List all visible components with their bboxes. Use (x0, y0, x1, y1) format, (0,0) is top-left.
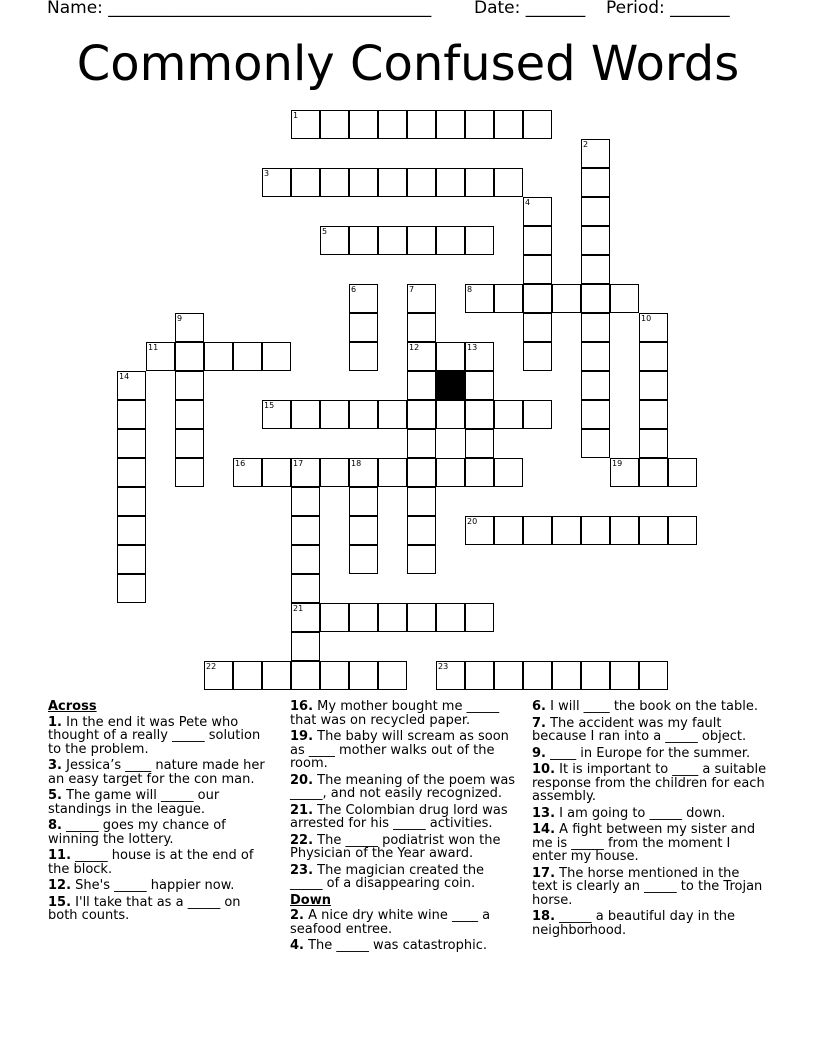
clue-item-number: 15. (48, 894, 72, 910)
crossword-cell[interactable] (320, 168, 349, 197)
crossword-cell[interactable] (436, 226, 465, 255)
crossword-cell[interactable] (465, 400, 494, 429)
clue-item (532, 700, 767, 714)
clue-item (290, 730, 520, 771)
crossword-cell[interactable] (436, 110, 465, 139)
crossword-cell[interactable] (436, 168, 465, 197)
crossword-cell[interactable] (320, 661, 349, 690)
clue-item-number: 9. (532, 745, 546, 761)
crossword-cell[interactable] (523, 400, 552, 429)
crossword-cell[interactable] (378, 168, 407, 197)
clue-item-number: 20. (290, 772, 314, 788)
clue-item-number: 12. (48, 878, 72, 893)
crossword-cell[interactable] (610, 284, 639, 313)
crossword-cell[interactable] (581, 313, 610, 342)
clue-item-text: ____ in Europe for the summer. (545, 745, 751, 761)
clue-number: 20 (467, 517, 478, 526)
clue-number: 9 (177, 314, 183, 323)
crossword-cell[interactable] (291, 168, 320, 197)
crossword-cell[interactable] (494, 458, 523, 487)
crossword-cell[interactable] (117, 487, 146, 516)
crossword-cell[interactable] (204, 342, 233, 371)
crossword-cell[interactable] (523, 516, 552, 545)
clue-item-text: The game will _____ our standings in the league. (48, 788, 220, 817)
clue-item (290, 774, 520, 801)
crossword-cell[interactable] (291, 458, 320, 487)
clue-number: 23 (438, 662, 449, 671)
clue-number: 19 (612, 459, 623, 468)
crossword-cell[interactable] (581, 429, 610, 458)
crossword-cell[interactable] (320, 458, 349, 487)
crossword-cell[interactable] (262, 458, 291, 487)
crossword-cell[interactable] (523, 342, 552, 371)
crossword-cell[interactable] (436, 342, 465, 371)
clue-item-text: Jessica’s ____ nature made her an easy target for the con man. (48, 758, 265, 787)
crossword-cell[interactable] (465, 342, 494, 371)
crossword-cell[interactable] (407, 226, 436, 255)
crossword-cell[interactable] (494, 168, 523, 197)
crossword-cell[interactable] (117, 429, 146, 458)
clue-item (290, 804, 520, 831)
crossword-cell[interactable] (291, 632, 320, 661)
period-field-label[interactable]: Period: _______ (606, 0, 730, 18)
clue-column-3 (532, 700, 767, 940)
crossword-cell[interactable] (175, 400, 204, 429)
crossword-cell[interactable] (523, 226, 552, 255)
crossword-cell[interactable] (349, 545, 378, 574)
crossword-cell[interactable] (291, 661, 320, 690)
clue-number: 4 (525, 198, 531, 207)
crossword-cell[interactable] (639, 661, 668, 690)
crossword-cell[interactable] (407, 400, 436, 429)
clue-item-number: 14. (532, 822, 556, 837)
crossword-cell[interactable] (320, 400, 349, 429)
crossword-cell[interactable] (639, 313, 668, 342)
clue-number: 2 (583, 140, 589, 149)
clue-item-text: I'll take that as a _____ on both counts. (48, 894, 241, 923)
clue-item-text: The meaning of the poem was _____, and not easily recognized. (290, 772, 516, 801)
clue-item-number: 2. (290, 908, 304, 923)
crossword-cell[interactable] (378, 226, 407, 255)
crossword-cell[interactable] (291, 400, 320, 429)
across-heading: Across (48, 699, 97, 714)
crossword-cell[interactable] (668, 458, 697, 487)
clue-item (532, 717, 767, 744)
clue-number: 17 (293, 459, 304, 468)
clue-item (48, 819, 273, 846)
crossword-cell[interactable] (465, 661, 494, 690)
crossword-cell[interactable] (291, 487, 320, 516)
crossword-cell[interactable] (581, 197, 610, 226)
crossword-cell[interactable] (291, 516, 320, 545)
crossword-cell[interactable] (407, 458, 436, 487)
clue-item-number: 23. (290, 862, 314, 878)
crossword-cell[interactable] (494, 516, 523, 545)
clue-number: 21 (293, 604, 304, 613)
clue-number: 6 (351, 285, 357, 294)
clue-item (290, 909, 520, 936)
crossword-cell[interactable] (581, 661, 610, 690)
crossword-cell[interactable] (233, 458, 262, 487)
crossword-cell[interactable] (494, 110, 523, 139)
crossword-cell[interactable] (262, 342, 291, 371)
crossword-cell[interactable] (378, 110, 407, 139)
crossword-cell[interactable] (349, 516, 378, 545)
crossword-cell[interactable] (581, 226, 610, 255)
clue-item-number: 18. (532, 909, 556, 924)
crossword-cell[interactable] (349, 661, 378, 690)
crossword-cell[interactable] (407, 313, 436, 342)
clue-item-text: _____ house is at the end of the block. (48, 848, 254, 877)
clue-item-text: She's _____ happier now. (71, 878, 235, 893)
crossword-cell[interactable] (349, 226, 378, 255)
clue-item-text: I will ____ the book on the table. (545, 699, 758, 714)
clue-item (532, 867, 767, 908)
clue-item (290, 700, 520, 727)
crossword-cell[interactable] (349, 110, 378, 139)
crossword-cell[interactable] (581, 516, 610, 545)
clue-number: 15 (264, 401, 275, 410)
clue-item-number: 22. (290, 832, 314, 848)
name-field-label[interactable]: Name: ______________________________________ (47, 0, 432, 18)
crossword-cell[interactable] (639, 516, 668, 545)
clue-number: 11 (148, 343, 159, 352)
clue-item-text: In the end it was Pete who thought of a really _____ solution to the problem. (48, 714, 261, 757)
crossword-cell[interactable] (175, 313, 204, 342)
crossword-cell[interactable] (291, 545, 320, 574)
clue-item-text: It is important to ____ a suitable response from the children for each assembly. (532, 762, 767, 804)
clue-number: 14 (119, 372, 130, 381)
clue-item-text: A fight between my sister and me is _____ from the moment I enter my house. (532, 822, 756, 864)
clue-item (532, 823, 767, 864)
crossword-cell[interactable] (639, 342, 668, 371)
clue-item (48, 759, 273, 786)
clue-number: 8 (467, 285, 473, 294)
crossword-cell[interactable] (436, 603, 465, 632)
clue-item-number: 10. (532, 762, 556, 777)
date-field-label[interactable]: Date: _______ (474, 0, 586, 18)
crossword-cell[interactable] (436, 458, 465, 487)
crossword-cell[interactable] (552, 661, 581, 690)
crossword-cell[interactable] (117, 371, 146, 400)
clue-column-1 (48, 700, 273, 926)
clue-number: 7 (409, 285, 415, 294)
crossword-cell[interactable] (349, 487, 378, 516)
crossword-cell[interactable] (581, 255, 610, 284)
crossword-cell[interactable] (320, 226, 349, 255)
clue-item (290, 834, 520, 861)
down-heading: Down (290, 892, 331, 908)
clue-item (532, 763, 767, 804)
crossword-cell[interactable] (117, 400, 146, 429)
crossword-cell[interactable] (465, 168, 494, 197)
crossword-cell[interactable] (668, 516, 697, 545)
crossword-cell[interactable] (291, 603, 320, 632)
crossword-cell[interactable] (523, 110, 552, 139)
clue-item-text: The accident was my fault because I ran into a _____ object. (532, 715, 747, 744)
crossword-cell[interactable] (349, 342, 378, 371)
crossword-cell[interactable] (407, 429, 436, 458)
crossword-cell[interactable] (378, 458, 407, 487)
crossword-black-square (436, 371, 465, 400)
crossword-cell[interactable] (320, 603, 349, 632)
crossword-cell[interactable] (581, 342, 610, 371)
crossword-cell[interactable] (349, 284, 378, 313)
clue-number: 10 (641, 314, 652, 323)
clue-item (48, 896, 273, 923)
clue-item (532, 807, 767, 821)
clue-item-text: The magician created the _____ of a disappearing coin. (290, 862, 485, 891)
crossword-cell[interactable] (581, 400, 610, 429)
crossword-cell[interactable] (552, 284, 581, 313)
crossword-cell[interactable] (465, 603, 494, 632)
clue-item (48, 716, 273, 757)
crossword-cell[interactable] (407, 371, 436, 400)
clue-item-text: _____ goes my chance of winning the lottery. (48, 818, 226, 847)
crossword-cell[interactable] (233, 661, 262, 690)
crossword-cell[interactable] (494, 661, 523, 690)
clue-number: 1 (293, 111, 299, 120)
crossword-cell[interactable] (262, 400, 291, 429)
clue-item-number: 6. (532, 699, 546, 714)
clue-item-text: A nice dry white wine ____ a seafood entree. (290, 908, 491, 937)
crossword-cell[interactable] (233, 342, 262, 371)
crossword-cell[interactable] (436, 400, 465, 429)
crossword-cell[interactable] (610, 661, 639, 690)
clue-item-text: I am going to _____ down. (555, 805, 726, 821)
crossword-cell[interactable] (465, 371, 494, 400)
clue-item (290, 939, 520, 953)
crossword-cell[interactable] (523, 661, 552, 690)
crossword-cell[interactable] (320, 110, 349, 139)
crossword-cell[interactable] (465, 284, 494, 313)
crossword-cell[interactable] (175, 342, 204, 371)
clue-number: 22 (206, 662, 217, 671)
crossword-cell[interactable] (523, 313, 552, 342)
crossword-cell[interactable] (523, 284, 552, 313)
clue-item (48, 789, 273, 816)
crossword-cell[interactable] (465, 458, 494, 487)
crossword-cell[interactable] (407, 168, 436, 197)
clue-item-number: 5. (48, 788, 62, 803)
clue-item-number: 3. (48, 758, 62, 773)
crossword-cell[interactable] (378, 603, 407, 632)
crossword-cell[interactable] (639, 400, 668, 429)
crossword-cell[interactable] (349, 400, 378, 429)
clue-item-number: 11. (48, 848, 72, 863)
clue-item-number: 4. (290, 938, 304, 953)
crossword-cell[interactable] (407, 545, 436, 574)
crossword-cell[interactable] (204, 661, 233, 690)
crossword-cell[interactable] (639, 458, 668, 487)
crossword-cell[interactable] (465, 110, 494, 139)
clue-item-number: 13. (532, 805, 556, 821)
crossword-cell[interactable] (523, 197, 552, 226)
crossword-cell[interactable] (494, 400, 523, 429)
clue-item-number: 1. (48, 714, 62, 730)
clue-item (532, 747, 767, 761)
clue-number: 16 (235, 459, 246, 468)
crossword-cell[interactable] (117, 516, 146, 545)
clue-item-text: The horse mentioned in the text is clearly an _____ to the Trojan horse. (532, 865, 763, 908)
clue-number: 13 (467, 343, 478, 352)
clue-item-number: 8. (48, 818, 62, 833)
crossword-cell[interactable] (378, 661, 407, 690)
clue-item-number: 19. (290, 729, 314, 744)
crossword-cell[interactable] (407, 487, 436, 516)
clue-number: 12 (409, 343, 420, 352)
clue-item (290, 864, 520, 891)
crossword-cell[interactable] (349, 603, 378, 632)
crossword-cell[interactable] (581, 371, 610, 400)
page-title: Commonly Confused Words (76, 36, 740, 92)
crossword-cell[interactable] (552, 516, 581, 545)
clue-item-text: _____ a beautiful day in the neighborhood. (532, 909, 735, 938)
clue-item (48, 849, 273, 876)
clue-item-number: 21. (290, 802, 314, 818)
clue-number: 3 (264, 169, 270, 178)
crossword-cell[interactable] (146, 342, 175, 371)
crossword-cell[interactable] (291, 110, 320, 139)
clue-item (532, 910, 767, 937)
crossword-cell[interactable] (262, 661, 291, 690)
clue-item-text: The baby will scream as soon as ____ mother walks out of the room. (290, 729, 509, 771)
crossword-cell[interactable] (465, 429, 494, 458)
crossword-cell[interactable] (465, 226, 494, 255)
clue-column-2 (290, 700, 520, 956)
crossword-cell[interactable] (117, 458, 146, 487)
crossword-cell[interactable] (262, 168, 291, 197)
crossword-cell[interactable] (639, 371, 668, 400)
crossword-cell[interactable] (117, 574, 146, 603)
crossword-cell[interactable] (175, 458, 204, 487)
crossword-cell[interactable] (407, 110, 436, 139)
crossword-cell[interactable] (523, 255, 552, 284)
crossword-cell[interactable] (349, 458, 378, 487)
crossword-cell[interactable] (349, 168, 378, 197)
crossword-cell[interactable] (407, 516, 436, 545)
clue-item-number: 16. (290, 699, 314, 714)
crossword-cell[interactable] (581, 284, 610, 313)
clue-item-text: My mother bought me _____ that was on recycled paper. (290, 699, 500, 728)
crossword-cell[interactable] (407, 342, 436, 371)
clue-item-text: The _____ was catastrophic. (303, 938, 488, 953)
clue-item-text: The _____ podiatrist won the Physician of the Year award. (290, 832, 501, 861)
clue-number: 5 (322, 227, 328, 236)
crossword-cell[interactable] (639, 429, 668, 458)
crossword-cell[interactable] (175, 371, 204, 400)
crossword-cell[interactable] (407, 603, 436, 632)
crossword-cell[interactable] (349, 313, 378, 342)
crossword-cell[interactable] (610, 516, 639, 545)
crossword-cell[interactable] (407, 284, 436, 313)
crossword-cell[interactable] (175, 429, 204, 458)
crossword-cell[interactable] (436, 661, 465, 690)
crossword-cell[interactable] (291, 574, 320, 603)
crossword-cell[interactable] (494, 284, 523, 313)
clue-item-text: The Colombian drug lord was arrested for his _____ activities. (290, 802, 508, 831)
crossword-cell[interactable] (465, 516, 494, 545)
clue-item-number: 17. (532, 865, 556, 881)
crossword-cell[interactable] (581, 139, 610, 168)
clue-number: 18 (351, 459, 362, 468)
crossword-cell[interactable] (581, 168, 610, 197)
clue-item (48, 879, 273, 893)
crossword-cell[interactable] (378, 400, 407, 429)
crossword-cell[interactable] (610, 458, 639, 487)
clue-item-number: 7. (532, 715, 546, 731)
crossword-cell[interactable] (117, 545, 146, 574)
